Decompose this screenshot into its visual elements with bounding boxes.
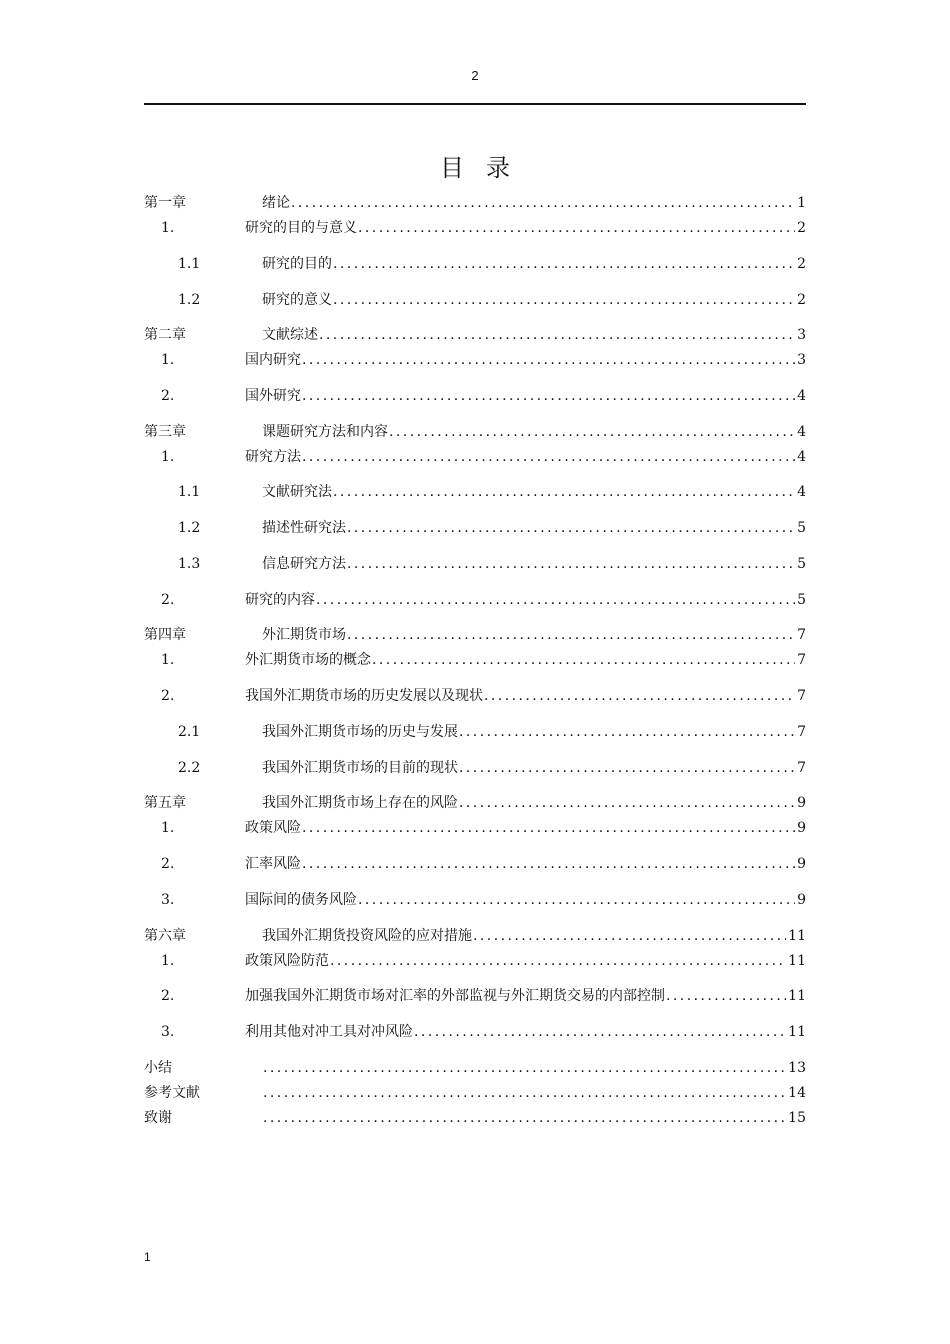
toc-entry-number: 2.1 (178, 724, 201, 740)
toc-leader-dots (330, 951, 786, 971)
toc-entry-references[interactable] (144, 1083, 806, 1103)
toc-leader-dots (263, 1083, 786, 1103)
toc-entry-number: 1. (161, 652, 175, 668)
toc-leader-dots (347, 554, 795, 574)
toc-entry-title: 汇率风险 (245, 856, 301, 872)
toc-entry-5-1[interactable] (161, 818, 806, 838)
toc-entry-page: 14 (788, 1085, 806, 1101)
toc-entry-number: 1. (161, 220, 175, 236)
toc-entry-page: 7 (797, 688, 806, 704)
toc-leader-dots (459, 722, 795, 742)
toc-leader-dots (302, 447, 795, 467)
toc-entry-page: 3 (797, 352, 806, 368)
toc-entry-title: 研究方法 (245, 449, 301, 465)
toc-entry-title: 我国外汇期货市场的历史与发展 (262, 724, 458, 740)
toc-leader-dots (666, 986, 786, 1006)
toc-entry-page: 5 (797, 592, 806, 608)
toc-entry-title: 研究的内容 (245, 592, 315, 608)
toc-leader-dots (459, 793, 795, 813)
toc-entry-title: 我国外汇期货市场的历史发展以及现状 (245, 688, 483, 704)
toc-entry-number: 第三章 (144, 424, 186, 440)
toc-leader-dots (358, 218, 795, 238)
toc-entry-page: 4 (797, 424, 806, 440)
toc-entry-title: 参考文献 (144, 1085, 200, 1101)
toc-entry-title: 信息研究方法 (262, 556, 346, 572)
toc-entry-1-1-1[interactable] (178, 254, 806, 274)
toc-entry-page: 9 (797, 892, 806, 908)
toc-entry-number: 1. (161, 352, 175, 368)
toc-entry-4-1[interactable] (161, 650, 806, 670)
toc-entry-title: 文献综述 (262, 327, 318, 343)
toc-entry-page: 2 (797, 292, 806, 308)
toc-entry-title: 我国外汇期货市场的目前的现状 (262, 760, 458, 776)
toc-leader-dots (414, 1022, 786, 1042)
toc-entry-title: 政策风险防范 (245, 953, 329, 969)
toc-entry-3-1-2[interactable] (178, 518, 806, 538)
toc-entry-4-2-2[interactable] (178, 758, 806, 778)
toc-entry-title: 我国外汇期货市场上存在的风险 (262, 795, 458, 811)
toc-entry-chapter-3[interactable] (144, 422, 806, 442)
toc-entry-number: 1.2 (178, 520, 201, 536)
toc-entry-3-2[interactable] (161, 590, 806, 610)
toc-leader-dots (347, 518, 795, 538)
toc-entry-page: 7 (797, 724, 806, 740)
toc-entry-chapter-1[interactable] (144, 193, 806, 213)
toc-entry-title: 我国外汇期货投资风险的应对措施 (262, 928, 472, 944)
toc-entry-title: 致谢 (144, 1110, 172, 1126)
toc-entry-page: 4 (797, 449, 806, 465)
toc-entry-number: 3. (161, 892, 175, 908)
toc-entry-page: 5 (797, 556, 806, 572)
footer-page-number: 1 (144, 1250, 151, 1264)
toc-entry-page: 9 (797, 856, 806, 872)
toc-entry-number: 1. (161, 953, 175, 969)
toc-entry-title: 加强我国外汇期货市场对汇率的外部监视与外汇期货交易的内部控制 (245, 988, 665, 1004)
toc-entry-title: 研究的意义 (262, 292, 332, 308)
toc-entry-5-3[interactable] (161, 890, 806, 910)
toc-leader-dots (333, 290, 795, 310)
toc-entry-chapter-2[interactable] (144, 325, 806, 345)
toc-leader-dots (389, 422, 795, 442)
toc-entry-title: 小结 (144, 1060, 172, 1076)
toc-leader-dots (302, 818, 795, 838)
toc-entry-number: 2.2 (178, 760, 201, 776)
toc-entry-2-2[interactable] (161, 386, 806, 406)
toc-entry-number: 第四章 (144, 627, 186, 643)
toc-entry-page: 13 (788, 1060, 806, 1076)
toc-entry-summary[interactable] (144, 1058, 806, 1078)
toc-entry-title: 外汇期货市场 (262, 627, 346, 643)
toc-entry-title: 政策风险 (245, 820, 301, 836)
toc-entry-5-2[interactable] (161, 854, 806, 874)
toc-entry-number: 2. (161, 988, 175, 1004)
toc-leader-dots (263, 1108, 786, 1128)
toc-title: 目录 (440, 154, 532, 182)
toc-leader-dots (302, 350, 795, 370)
toc-entry-number: 第二章 (144, 327, 186, 343)
toc-entry-6-1[interactable] (161, 951, 806, 971)
toc-leader-dots (473, 926, 786, 946)
toc-entry-page: 11 (788, 988, 806, 1004)
toc-entry-title: 国外研究 (245, 388, 301, 404)
toc-entry-3-1-1[interactable] (178, 482, 806, 502)
header-rule (144, 103, 806, 105)
toc-entry-page: 7 (797, 760, 806, 776)
toc-entry-number: 2. (161, 592, 175, 608)
toc-entry-number: 1. (161, 449, 175, 465)
header-page-number: 2 (471, 68, 479, 83)
toc-leader-dots (333, 482, 795, 502)
toc-entry-title: 外汇期货市场的概念 (245, 652, 371, 668)
toc-leader-dots (333, 254, 795, 274)
toc-entry-title: 绪论 (262, 195, 290, 211)
toc-entry-page: 15 (788, 1110, 806, 1126)
toc-entry-page: 3 (797, 327, 806, 343)
toc-entry-title: 文献研究法 (262, 484, 332, 500)
toc-entry-title: 描述性研究法 (262, 520, 346, 536)
toc-entry-page: 11 (788, 928, 806, 944)
toc-leader-dots (319, 325, 795, 345)
toc-entry-title: 国内研究 (245, 352, 301, 368)
toc-entry-number: 2. (161, 856, 175, 872)
toc-leader-dots (484, 686, 795, 706)
toc-leader-dots (291, 193, 795, 213)
toc-entry-number: 3. (161, 1024, 175, 1040)
toc-entry-page: 4 (797, 484, 806, 500)
toc-entry-title: 利用其他对冲工具对冲风险 (245, 1024, 413, 1040)
toc-entry-4-2-1[interactable] (178, 722, 806, 742)
toc-entry-3-1-3[interactable] (178, 554, 806, 574)
toc-entry-chapter-4[interactable] (144, 625, 806, 645)
toc-entry-number: 1.1 (178, 484, 201, 500)
toc-entry-number: 2. (161, 388, 175, 404)
toc-entry-6-2[interactable] (161, 986, 806, 1006)
toc-entry-page: 7 (797, 627, 806, 643)
toc-entry-4-2[interactable] (161, 686, 806, 706)
toc-leader-dots (302, 854, 795, 874)
toc-entry-page: 2 (797, 220, 806, 236)
toc-entry-page: 2 (797, 256, 806, 272)
toc-entry-title: 研究的目的 (262, 256, 332, 272)
toc-entry-number: 1.3 (178, 556, 201, 572)
toc-entry-number: 1. (161, 820, 175, 836)
toc-leader-dots (263, 1058, 786, 1078)
toc-entry-page: 11 (788, 953, 806, 969)
toc-entry-6-3[interactable] (161, 1022, 806, 1042)
toc-leader-dots (347, 625, 795, 645)
toc-entry-page: 9 (797, 820, 806, 836)
toc-entry-number: 1.1 (178, 256, 201, 272)
toc-leader-dots (316, 590, 795, 610)
toc-entry-chapter-5[interactable] (144, 793, 806, 813)
toc-leader-dots (372, 650, 795, 670)
toc-leader-dots (302, 386, 795, 406)
toc-entry-page: 1 (797, 195, 806, 211)
toc-entry-number: 第一章 (144, 195, 186, 211)
toc-entry-thanks[interactable] (144, 1108, 806, 1128)
toc-entry-chapter-6[interactable] (144, 926, 806, 946)
toc-leader-dots (358, 890, 795, 910)
toc-entry-3-1[interactable] (161, 447, 806, 467)
toc-entry-page: 4 (797, 388, 806, 404)
toc-entry-number: 2. (161, 688, 175, 704)
toc-entry-number: 第五章 (144, 795, 186, 811)
toc-entry-1-1-2[interactable] (178, 290, 806, 310)
toc-entry-number: 1.2 (178, 292, 201, 308)
toc-entry-page: 7 (797, 652, 806, 668)
toc-entry-title: 国际间的债务风险 (245, 892, 357, 908)
toc-entry-2-1[interactable] (161, 350, 806, 370)
toc-entry-page: 9 (797, 795, 806, 811)
toc-entry-1-1[interactable] (161, 218, 806, 238)
toc-entry-title: 课题研究方法和内容 (262, 424, 388, 440)
toc-entry-page: 11 (788, 1024, 806, 1040)
toc-leader-dots (459, 758, 795, 778)
toc-entry-title: 研究的目的与意义 (245, 220, 357, 236)
toc-entry-page: 5 (797, 520, 806, 536)
toc-entry-number: 第六章 (144, 928, 186, 944)
